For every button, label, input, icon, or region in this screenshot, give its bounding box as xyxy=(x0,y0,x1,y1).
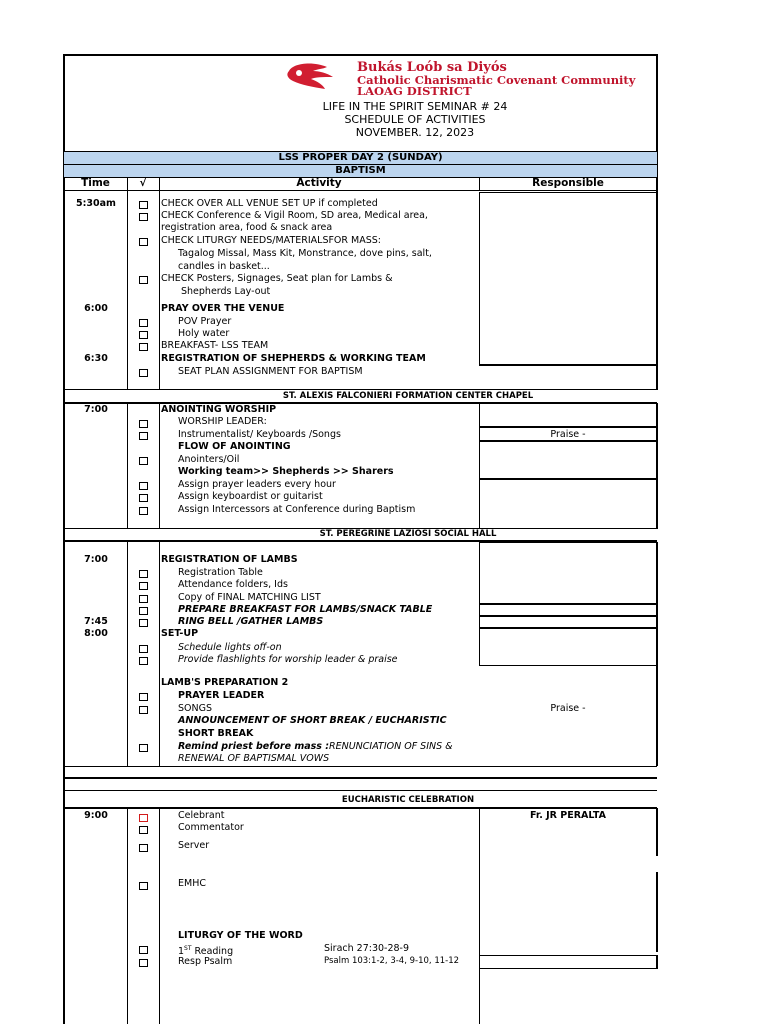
checkbox[interactable] xyxy=(139,657,148,665)
activity-text: Assign keyboardist or guitarist xyxy=(178,491,323,502)
activity-text: Celebrant xyxy=(178,810,225,821)
responsible-praise: Praise - xyxy=(550,703,586,714)
seminar-title: LIFE IN THE SPIRIT SEMINAR # 24 xyxy=(322,100,508,113)
time-530: 5:30am xyxy=(76,198,116,209)
activity-text: CHECK Posters, Signages, Seat plan for Lambs & xyxy=(161,273,393,284)
col-divider-2 xyxy=(159,177,160,389)
checkbox[interactable] xyxy=(139,457,148,465)
activity-text: Tagalog Missal, Mass Kit, Monstrance, dove pins, salt, xyxy=(178,248,432,259)
col-divider-2 xyxy=(159,541,160,766)
dove-logo-icon xyxy=(283,61,341,91)
responsible-box xyxy=(479,616,658,628)
checkbox[interactable] xyxy=(139,814,148,822)
activity-text: Remind priest before mass : xyxy=(178,741,330,752)
column-header-time: Time xyxy=(81,177,110,189)
checkbox[interactable] xyxy=(139,343,148,351)
time-700: 7:00 xyxy=(84,404,108,415)
time-745: 7:45 xyxy=(84,616,108,627)
responsible-box xyxy=(479,441,658,479)
activity-text: EMHC xyxy=(178,878,206,889)
responsible-box xyxy=(479,403,658,427)
activity-text: LITURGY OF THE WORD xyxy=(178,930,303,941)
activity-text: POV Prayer xyxy=(178,316,232,327)
activity-text: FLOW OF ANOINTING xyxy=(178,441,291,452)
responsible-box-1 xyxy=(479,192,658,366)
checkbox[interactable] xyxy=(139,607,148,615)
checkbox[interactable] xyxy=(139,744,148,752)
activity-text: Assign prayer leaders every hour xyxy=(178,479,336,490)
right-border-seg xyxy=(656,872,658,952)
section-rule xyxy=(64,766,657,767)
venue-eucharistic: EUCHARISTIC CELEBRATION xyxy=(341,795,475,805)
activity-text: SET-UP xyxy=(161,628,199,639)
col-divider-3 xyxy=(479,177,480,191)
checkbox[interactable] xyxy=(139,706,148,714)
right-border-seg xyxy=(656,666,658,766)
activity-text: Attendance folders, Ids xyxy=(178,579,288,590)
activity-text: CHECK LITURGY NEEDS/MATERIALSFOR MASS: xyxy=(161,235,381,246)
checkbox[interactable] xyxy=(139,946,148,954)
activity-text: candles in basket... xyxy=(178,261,270,272)
column-header-activity: Activity xyxy=(296,177,342,189)
column-header-check: √ xyxy=(139,177,147,189)
activity-text: RING BELL /GATHER LAMBS xyxy=(178,616,324,627)
responsible-box xyxy=(479,628,658,666)
activity-text: REGISTRATION OF SHEPHERDS & WORKING TEAM xyxy=(161,353,426,364)
activity-text: Shepherds Lay-out xyxy=(181,286,271,297)
time-600: 6:00 xyxy=(84,303,108,314)
psalm-reference: Psalm 103:1-2, 3-4, 9-10, 11-12 xyxy=(324,956,460,966)
activity-text: RENUNCIATION OF SINS & xyxy=(329,741,453,752)
checkbox[interactable] xyxy=(139,595,148,603)
activity-text: BREAKFAST- LSS TEAM xyxy=(161,340,269,351)
col-divider-2 xyxy=(159,808,160,1024)
activity-text: LAMB'S PREPARATION 2 xyxy=(161,677,289,688)
checkbox[interactable] xyxy=(139,432,148,440)
org-name: Bukás Loób sa Diyós xyxy=(357,60,507,75)
responsible-box xyxy=(479,542,658,604)
checkbox[interactable] xyxy=(139,482,148,490)
activity-text: CHECK Conference & Vigil Room, SD area, Medical area, xyxy=(161,210,428,221)
activity-text: Working team>> Shepherds >> Sharers xyxy=(178,466,394,477)
checkbox[interactable] xyxy=(139,570,148,578)
section-rule xyxy=(64,807,657,809)
checkbox[interactable] xyxy=(139,959,148,967)
activity-text: registration area, food & snack area xyxy=(161,222,333,233)
activity-text: PREPARE BREAKFAST FOR LAMBS/SNACK TABLE xyxy=(178,604,433,615)
checkbox[interactable] xyxy=(139,319,148,327)
responsible-rule-1 xyxy=(479,364,657,365)
checkbox[interactable] xyxy=(139,882,148,890)
header-rule xyxy=(64,190,657,191)
time-630: 6:30 xyxy=(84,353,108,364)
activity-text: REGISTRATION OF LAMBS xyxy=(161,554,298,565)
checkbox[interactable] xyxy=(139,213,148,221)
time-900: 9:00 xyxy=(84,810,108,821)
reading-word: Reading xyxy=(191,946,234,958)
activity-text: Anointers/Oil xyxy=(178,454,240,465)
section-rule xyxy=(64,790,657,791)
venue-social-hall: ST. PEREGRINE LAZIOSI SOCIAL HALL xyxy=(319,529,497,539)
checkbox[interactable] xyxy=(139,582,148,590)
section-rule xyxy=(64,389,657,390)
activity-text: Server xyxy=(178,840,210,851)
checkbox[interactable] xyxy=(139,331,148,339)
column-header-responsible: Responsible xyxy=(532,177,604,189)
activity-text: Holy water xyxy=(178,328,230,339)
activity-text: Resp Psalm xyxy=(178,956,233,967)
activity-text: Commentator xyxy=(178,822,244,833)
venue-chapel: ST. ALEXIS FALCONIERI FORMATION CENTER CHAPEL xyxy=(282,391,534,401)
activity-text: WORSHIP LEADER: xyxy=(178,416,267,427)
theme-bar: BAPTISM xyxy=(64,164,657,178)
col-divider-1 xyxy=(127,808,128,1024)
activity-text: RENEWAL OF BAPTISMAL VOWS xyxy=(178,753,330,764)
right-border-seg xyxy=(656,364,658,390)
checkbox[interactable] xyxy=(139,826,148,834)
col-divider-1 xyxy=(127,403,128,528)
checkbox[interactable] xyxy=(139,693,148,701)
checkbox[interactable] xyxy=(139,619,148,627)
checkbox[interactable] xyxy=(139,844,148,852)
reading-ordinal: ST xyxy=(184,945,192,952)
frame-top-border xyxy=(64,54,658,56)
activity-text: ANNOUNCEMENT OF SHORT BREAK / EUCHARISTIC xyxy=(178,715,447,726)
org-district: LAOAG DISTRICT xyxy=(357,84,472,98)
schedule-title: SCHEDULE OF ACTIVITIES xyxy=(344,113,486,126)
checkbox[interactable] xyxy=(139,645,148,653)
responsible-box xyxy=(479,479,658,529)
activity-text: SEAT PLAN ASSIGNMENT FOR BAPTISM xyxy=(178,366,363,377)
checkbox[interactable] xyxy=(139,238,148,246)
first-reading-reference: Sirach 27:30-28-9 xyxy=(324,943,410,954)
activity-text: PRAY OVER THE VENUE xyxy=(161,303,285,314)
section-rule xyxy=(64,777,657,779)
time-800: 8:00 xyxy=(84,628,108,639)
reading-number: 1 xyxy=(178,946,185,958)
activity-text: ANOINTING WORSHIP xyxy=(161,404,277,415)
day-bar: LSS PROPER DAY 2 (SUNDAY) xyxy=(64,151,657,165)
col-divider-3 xyxy=(479,808,480,1024)
activity-text: Assign Intercessors at Conference during Baptism xyxy=(178,504,416,515)
activity-text: Instrumentalist/ Keyboards /Songs xyxy=(178,429,341,440)
checkbox[interactable] xyxy=(139,420,148,428)
checkbox[interactable] xyxy=(139,201,148,209)
responsible-box xyxy=(479,604,658,616)
checkbox[interactable] xyxy=(139,507,148,515)
activity-text: Copy of FINAL MATCHING LIST xyxy=(178,592,321,603)
responsible-celebrant: Fr. JR PERALTA xyxy=(530,810,606,821)
responsible-box xyxy=(479,955,658,969)
org-subtitle: Catholic Charismatic Covenant Community xyxy=(357,73,636,87)
col-divider-1 xyxy=(127,177,128,389)
time-700-hall: 7:00 xyxy=(84,554,108,565)
schedule-date: NOVEMBER. 12, 2023 xyxy=(355,126,475,139)
checkbox[interactable] xyxy=(139,369,148,377)
checkbox[interactable] xyxy=(139,494,148,502)
col-divider-1 xyxy=(127,541,128,766)
activity-text: Registration Table xyxy=(178,567,263,578)
checkbox[interactable] xyxy=(139,276,148,284)
activity-text: SONGS xyxy=(178,703,213,714)
activity-text: Schedule lights off-on xyxy=(178,642,282,653)
activity-text: SHORT BREAK xyxy=(178,728,254,739)
activity-text: Provide flashlights for worship leader & praise xyxy=(178,654,398,665)
responsible-praise: Praise - xyxy=(550,429,586,440)
activity-text: CHECK OVER ALL VENUE SET UP if completed xyxy=(161,198,378,209)
activity-text: PRAYER LEADER xyxy=(178,690,265,701)
col-divider-2 xyxy=(159,403,160,528)
